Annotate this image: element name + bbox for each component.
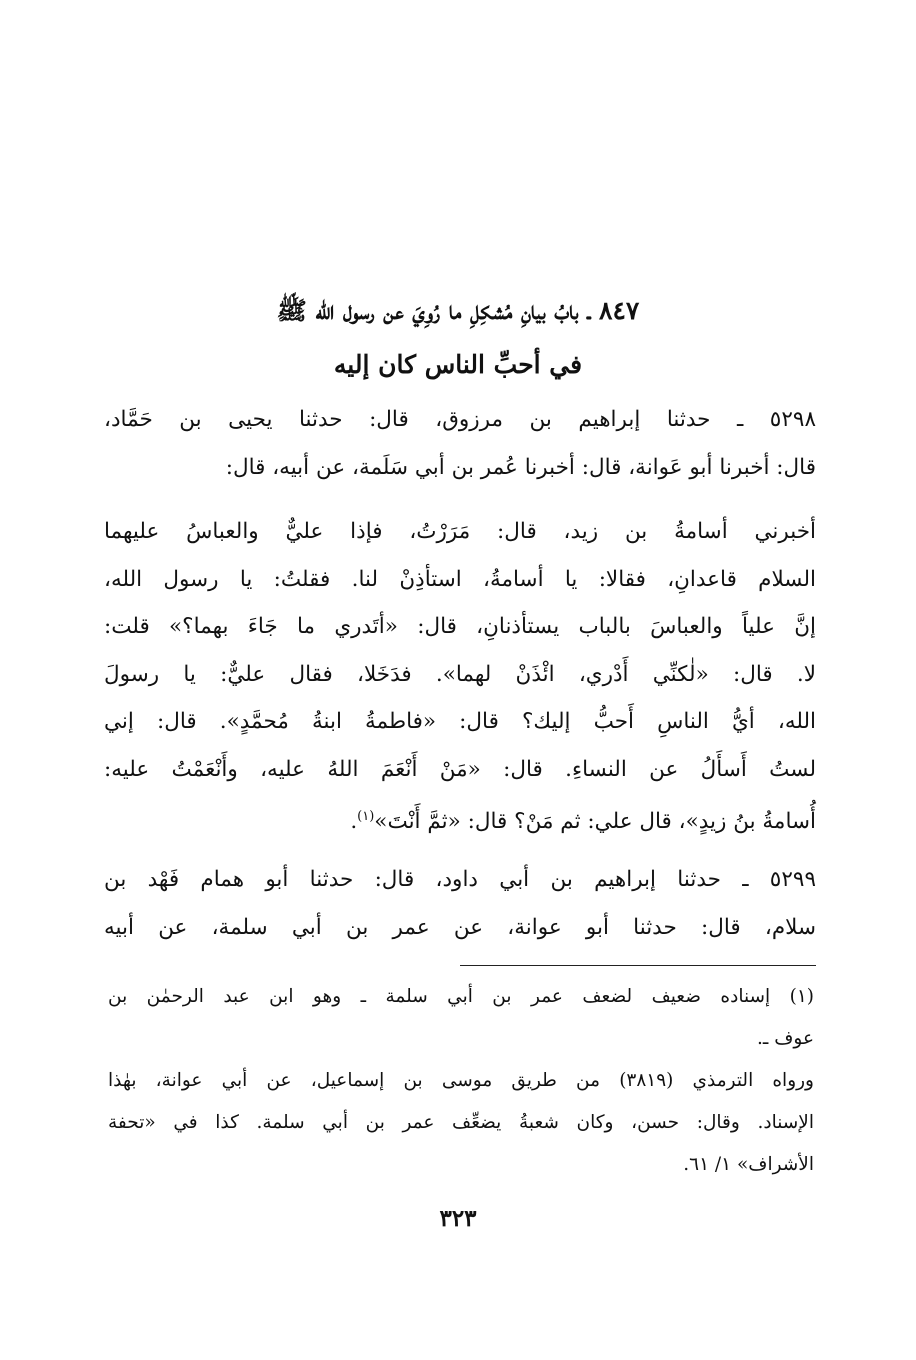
- footnote-1: [108, 976, 814, 1060]
- matn-line-7-text: أُسامةُ بنُ زيدٍ»، قال علي: ثم مَنْ؟ قال: «ثمَّ أَنْتَ»: [374, 809, 816, 835]
- chapter-heading-line-1: ٨٤٧ ـ بابُ بيانِ مُشكِلِ ما رُوِيَ عن رسول الله ﷺ: [276, 296, 640, 325]
- footnote-divider: [460, 965, 816, 966]
- footnote-1-line-2: عوف ـ.: [757, 1028, 814, 1049]
- hadith-5299-line-2: سلام، قال: حدثنا أبو عوانة، عن عمر بن أبي سلمة، عن أبيه: [104, 914, 816, 940]
- hadith-5298-matn: [104, 508, 816, 846]
- footnote-2-line-3: الأشراف» ١/ ٦١.: [683, 1154, 814, 1175]
- hadith-5298-isnad: [104, 396, 816, 491]
- matn-line-5: الله، أيُّ الناسِ أَحبُّ إليك؟ قال: «فاطمةُ ابنةُ مُحمَّدٍ». قال: إني: [104, 709, 816, 734]
- chapter-heading-line-2: في أحبِّ الناس كان إليه: [333, 350, 583, 379]
- footnote-2-line-1: ورواه الترمذي (٣٨١٩) من طريق موسى بن إسماعيل، عن أبي عوانة، بهٰذا: [108, 1070, 814, 1091]
- matn-line-7: أُسامةُ بنُ زيدٍ»، قال علي: ثم مَنْ؟ قال: «ثمَّ أَنْتَ»$^{(١)}$.: [350, 809, 816, 835]
- matn-line-1: أخبرني أسامةُ بن زيد، قال: مَرَرْتُ، فإذا عليٌّ والعباسُ عليهما: [104, 519, 816, 544]
- footnote-reference: (١): [357, 809, 375, 824]
- matn-line-3: إنَّ علياً والعباسَ بالباب يستأذنانِ، قال: «أتَدري ما جَاءَ بهما؟» قلت:: [104, 614, 816, 639]
- footnote-1-line-1: (١) إسناده ضعيف لضعف عمر بن أبي سلمة ـ وهو ابن عبد الرحمٰن بن: [108, 986, 814, 1007]
- matn-line-2: السلام قاعدانِ، فقالا: يا أسامةُ، استأذِنْ لنا. فقلتُ: يا رسول الله،: [104, 566, 816, 592]
- hadith-5299-isnad: [104, 856, 816, 951]
- chapter-heading: [100, 284, 816, 392]
- matn-line-4: لا. قال: «لٰكنِّي أَدْري، ائْذَنْ لهما». فدَخَلا، فقال عليٌّ: يا رسولَ: [104, 661, 816, 687]
- page-number: ٣٢٣: [439, 1205, 477, 1232]
- hadith-5298-line-1: ٥٢٩٨ ـ حدثنا إبراهيم بن مرزوق، قال: حدثنا يحيى بن حَمَّاد،: [104, 407, 816, 432]
- footnote-2-line-2: الإسناد. وقال: حسن، وكان شعبةُ يضعِّف عمر بن أبي سلمة. كذا في «تحفة: [108, 1112, 814, 1133]
- matn-line-6: لستُ أَسأَلُ عن النساءِ. قال: «مَنْ أَنْعَمَ اللهُ عليه، وأَنْعَمْتُ عليه:: [104, 756, 816, 782]
- footnote-1-continuation: [108, 1060, 814, 1186]
- hadith-5298-line-2: قال: أخبرنا أبو عَوانة، قال: أخبرنا عُمر بن أبي سَلَمة، عن أبيه، قال:: [225, 454, 816, 480]
- hadith-5299-line-1: ٥٢٩٩ ـ حدثنا إبراهيم بن أبي داود، قال: حدثنا أبو همام فَهْد بن: [104, 867, 816, 892]
